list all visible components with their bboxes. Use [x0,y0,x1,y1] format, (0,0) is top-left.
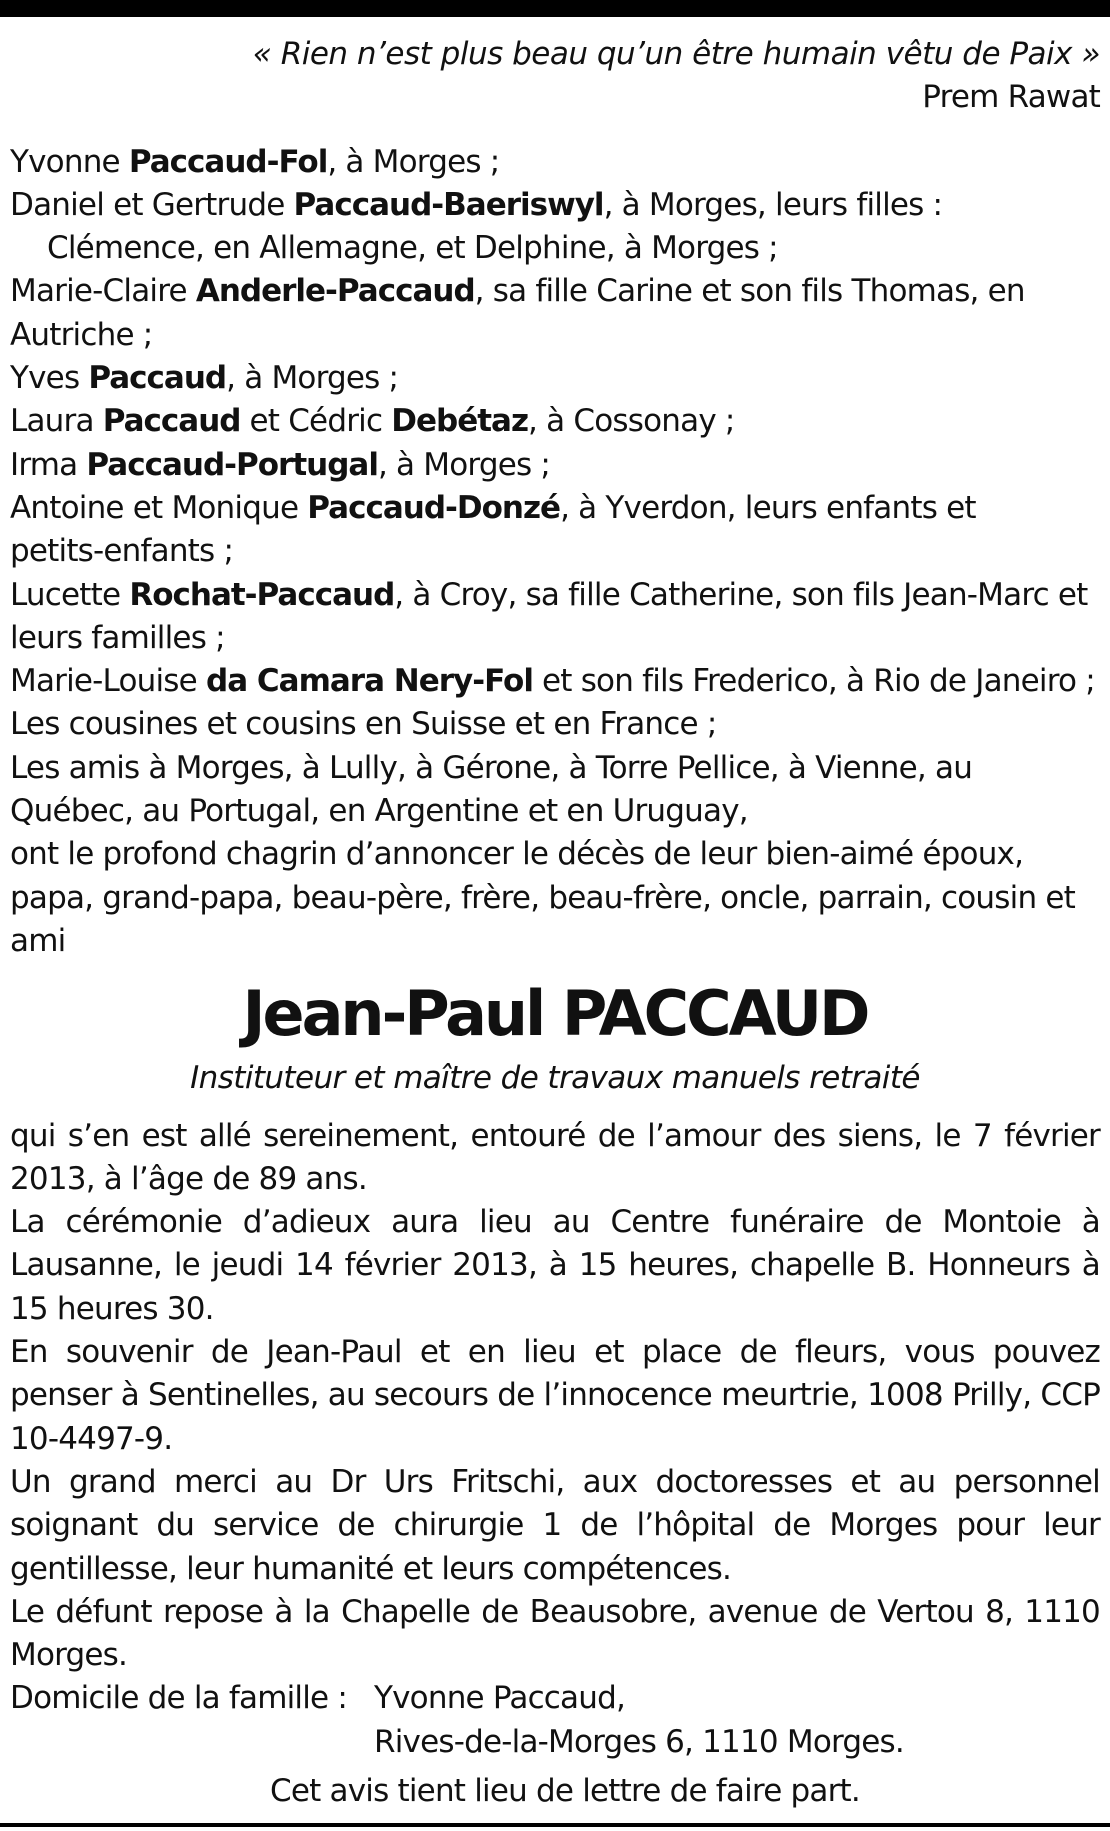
closing-note: Cet avis tient lieu de lettre de faire part. [270,1772,860,1809]
family-line: Marie-Claire Anderle-Paccaud, sa fille Carine et son fils Thomas, en [10,273,1025,310]
body-paragraph: qui s’en est allé sereinement, entouré de l’amour des siens, le 7 février 2013, à l’âge de 89 ans. [10,1117,1100,1197]
family-line: Daniel et Gertrude Paccaud-Baeriswyl, à Morges, leurs filles : [10,186,943,223]
family-line: Autriche ; [10,316,153,353]
family-surname: Paccaud-Baeriswyl [293,186,604,223]
announcement-line: ami [10,922,66,959]
family-list [10,141,1100,964]
rest-place-paragraph: Le défunt repose à la Chapelle de Beausobre, avenue de Vertou 8, 1110 Morges. [10,1593,1100,1674]
family-line: Antoine et Monique Paccaud-Donzé, à Yverdon, leurs enfants et [10,489,976,526]
donation-paragraph: En souvenir de Jean-Paul et en lieu et place de fleurs, vous pouvez penser à Sentinelles, au secours de l’innocence meurtrie, 1008 Prilly, CCP 10-4497-9. [10,1334,1100,1457]
ceremony-paragraph: La cérémonie d’adieux aura lieu au Centre funéraire de Montoie à Lausanne, le jeudi 14 février 2013, à 15 heures, chapelle B. Honneurs à 15 heures 30. [10,1204,1100,1327]
family-surname: da Camara Nery-Fol [206,663,533,700]
family-line: petits-enfants ; [10,533,234,570]
family-line: Les cousines et cousins en Suisse et en France ; [10,706,717,743]
family-surname: Paccaud-Fol [128,143,328,180]
family-surname: Paccaud [102,403,241,440]
family-line: Irma Paccaud-Portugal, à Morges ; [10,446,551,483]
deceased-name: Jean-Paul PACCAUD [242,977,868,1051]
family-surname: Rochat-Paccaud [129,576,395,613]
family-surname: Paccaud-Donzé [307,489,561,526]
announcement-line: ont le profond chagrin d’annoncer le décès de leur bien-aimé époux, [10,836,1024,873]
family-line: Yves Paccaud, à Morges ; [10,360,399,397]
family-line: Clémence, en Allemagne, et Delphine, à Morges ; [47,230,778,267]
family-surname: Anderle-Paccaud [195,273,475,310]
announcement-line: papa, grand-papa, beau-père, frère, beau-frère, oncle, parrain, cousin et [10,879,1075,916]
family-line: Les amis à Morges, à Lully, à Gérone, à Torre Pellice, à Vienne, au [10,749,973,786]
domicile-address-line: Yvonne Paccaud, [374,1680,626,1717]
epigraph-author: Prem Rawat [922,79,1100,116]
epigraph-quote: « Rien n’est plus beau qu’un être humain vêtu de Paix » [252,36,1100,72]
family-surname: Paccaud-Portugal [86,446,378,483]
thanks-paragraph: Un grand merci au Dr Urs Fritschi, aux doctoresses et au personnel soignant du service de chirurgie 1 de l’hôpital de Morges pour leur gentillesse, leur humanité et leurs compétences. [10,1463,1100,1587]
domicile-address [374,1677,904,1764]
family-line: Marie-Louise da Camara Nery-Fol et son fils Frederico, à Rio de Janeiro ; [10,663,1095,700]
family-line: Québec, au Portugal, en Argentine et en Uruguay, [10,793,748,830]
deceased-occupation: Instituteur et maître de travaux manuels retraité [190,1060,920,1097]
obituary-notice [10,33,1100,1813]
bottom-border [0,1823,1110,1827]
domicile-address-line: Rives-de-la-Morges 6, 1110 Morges. [374,1723,904,1760]
family-line: Yvonne Paccaud-Fol, à Morges ; [10,143,500,180]
family-line: leurs familles ; [10,619,225,656]
top-border [0,0,1110,17]
family-line: Laura Paccaud et Cédric Debétaz, à Cossonay ; [10,403,735,440]
domicile-label: Domicile de la famille : [10,1680,348,1717]
family-surname: Paccaud [88,360,227,397]
family-line: Lucette Rochat-Paccaud, à Croy, sa fille Catherine, son fils Jean-Marc et [10,576,1088,613]
family-domicile [10,1677,1100,1764]
family-surname: Debétaz [391,403,529,440]
